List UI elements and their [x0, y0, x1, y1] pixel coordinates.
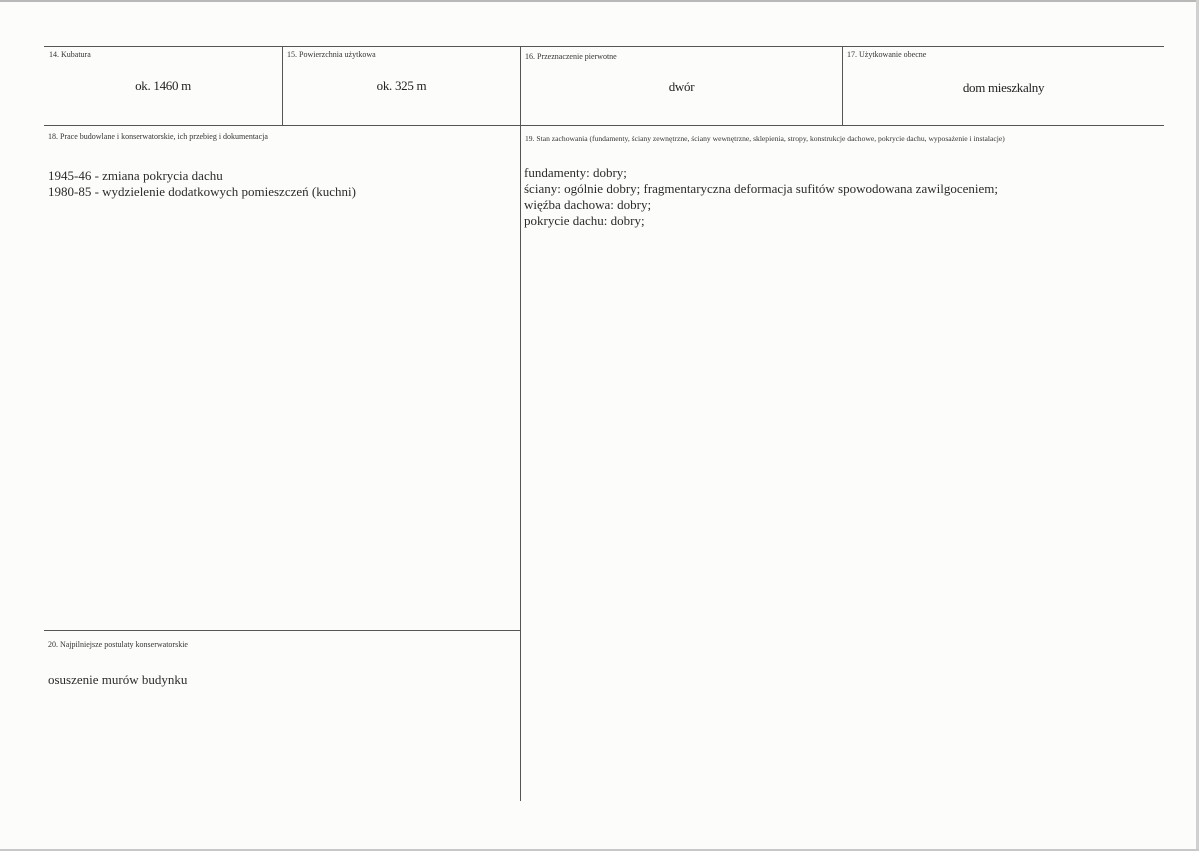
rule-row1-bottom	[44, 125, 1164, 126]
field19-label: 19. Stan zachowania (fundamenty, ściany zewnętrzne, ściany wewnętrzne, sklepienia, stropy, konstrukcje dachowe, pokrycie dachu, wyposażenie i instalacje)	[525, 134, 1005, 143]
field16-value: dwór	[668, 79, 695, 94]
field17-value: dom mieszkalny	[962, 80, 1045, 95]
field18-label: 18. Prace budowlane i konserwatorskie, ich przebieg i dokumentacja	[48, 132, 268, 141]
field19-line: więźba dachowa: dobry;	[524, 197, 652, 212]
rule-field20-top	[44, 630, 520, 631]
scan-edge	[0, 0, 1199, 2]
field19-line: pokrycie dachu: dobry;	[524, 213, 645, 228]
field19-line: fundamenty: dobry;	[524, 165, 627, 180]
field19-content	[524, 165, 998, 229]
field16-label: 16. Przeznaczenie pierwotne	[525, 52, 617, 61]
rule-top	[44, 46, 1164, 47]
field18-line: 1945-46 - zmiana pokrycia dachu	[48, 168, 223, 183]
field20-content	[48, 672, 187, 688]
field17-label: 17. Użytkowanie obecne	[847, 50, 927, 59]
field20-line: osuszenie murów budynku	[48, 672, 188, 687]
field19-line: ściany: ogólnie dobry; fragmentaryczna deformacja sufitów spowodowana zawilgoceniem;	[524, 181, 998, 196]
divider-main	[520, 46, 521, 801]
field14-value: ok. 1460 m	[135, 78, 191, 93]
field18-content	[48, 168, 356, 200]
field14-label: 14. Kubatura	[49, 50, 91, 59]
field15-label: 15. Powierzchnia użytkowa	[287, 50, 376, 59]
field15-value: ok. 325 m	[376, 78, 427, 93]
field18-line: 1980-85 - wydzielenie dodatkowych pomieszczeń (kuchni)	[48, 184, 356, 199]
field20-label: 20. Najpilniejsze postulaty konserwatorskie	[48, 640, 188, 649]
